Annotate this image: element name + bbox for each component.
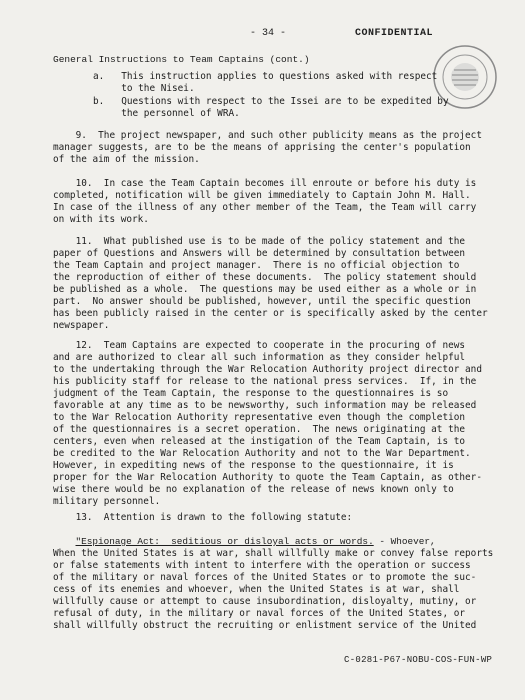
paragraph-10: 10. In case the Team Captain becomes ill enroute or before his duty is completed, notification will be given immediately to Captain John M. Hall. In case of the illness of any other member of the Team, the Team will carry on with its work.	[53, 178, 477, 225]
classification-mark: CONFIDENTIAL	[355, 28, 434, 39]
item-b: b. Questions with respect to the Issei are to be expedited by the personnel of WRA.	[93, 96, 449, 119]
paragraph-12: 12. Team Captains are expected to cooperate in the procuring of news and are authorized to clear all such information as they consider helpful to the undertaking through the War Relocation Authority project director and his publicity staff for release to the national press services. If, in the judgment of the Team Captain, the response to the questionnaires is so favorable at any time as to be newsworthy, such information may be released to the War Relocation Authority representative even though the completion of the questionnaires is a secret operation. The news originating at the centers, even when released at the instigation of the Team Captain, is to be credited to the War Relocation Authority and not to the War Department. However, in expediting news of the response to the questionnaire, it is proper for the War Relocation Authority to quote the Team Captain, as other- wise there would be no explanation of the release of news known only to military personnel.	[53, 340, 482, 507]
paragraph-13: 13. Attention is drawn to the following statute:	[53, 512, 353, 523]
page-number: - 34 -	[250, 28, 287, 39]
document-footer-code: C-0281-P67-NOBU-COS-FUN-WP	[344, 655, 493, 665]
statute-heading-line	[53, 536, 493, 548]
item-a: a. This instruction applies to questions asked with respect to the Nisei.	[93, 71, 438, 94]
paragraph-9: 9. The project newspaper, and such other publicity means as the project manager suggests, are to be the means of apprising the center's population of the aim of the mission.	[53, 130, 482, 165]
statute-indent	[53, 536, 76, 547]
document-title: General Instructions to Team Captains (cont.)	[53, 54, 310, 65]
statute-body: When the United States is at war, shall willfully make or convey false reports or false statements with intent to interfere with the operation or success of the military or naval forces of the United States or to promote the suc- cess of its enemies and whoever, when the United States is at war, shall willfully cause or attempt to cause insubordination, disloyalty, mutiny, or refusal of duty, in the military or naval forces of the United States, or shall willfully obstruct the recruiting or enlistment service of the United	[53, 548, 494, 631]
statute-lead: - Whoever,	[373, 536, 436, 547]
paragraph-11: 11. What published use is to be made of the policy statement and the paper of Questions and Answers will be determined by consultation between the Team Captain and project manager. There is no official objection to the reproduction of either of these documents. The policy statement should be published as a whole. The questions may be used either as a whole or in part. No answer should be published, however, until the specific question has been publicly raised in the center or is specifically asked by the center newspaper.	[53, 236, 488, 331]
statute-heading: "Espionage Act: seditious or disloyal acts or words.	[75, 536, 374, 547]
